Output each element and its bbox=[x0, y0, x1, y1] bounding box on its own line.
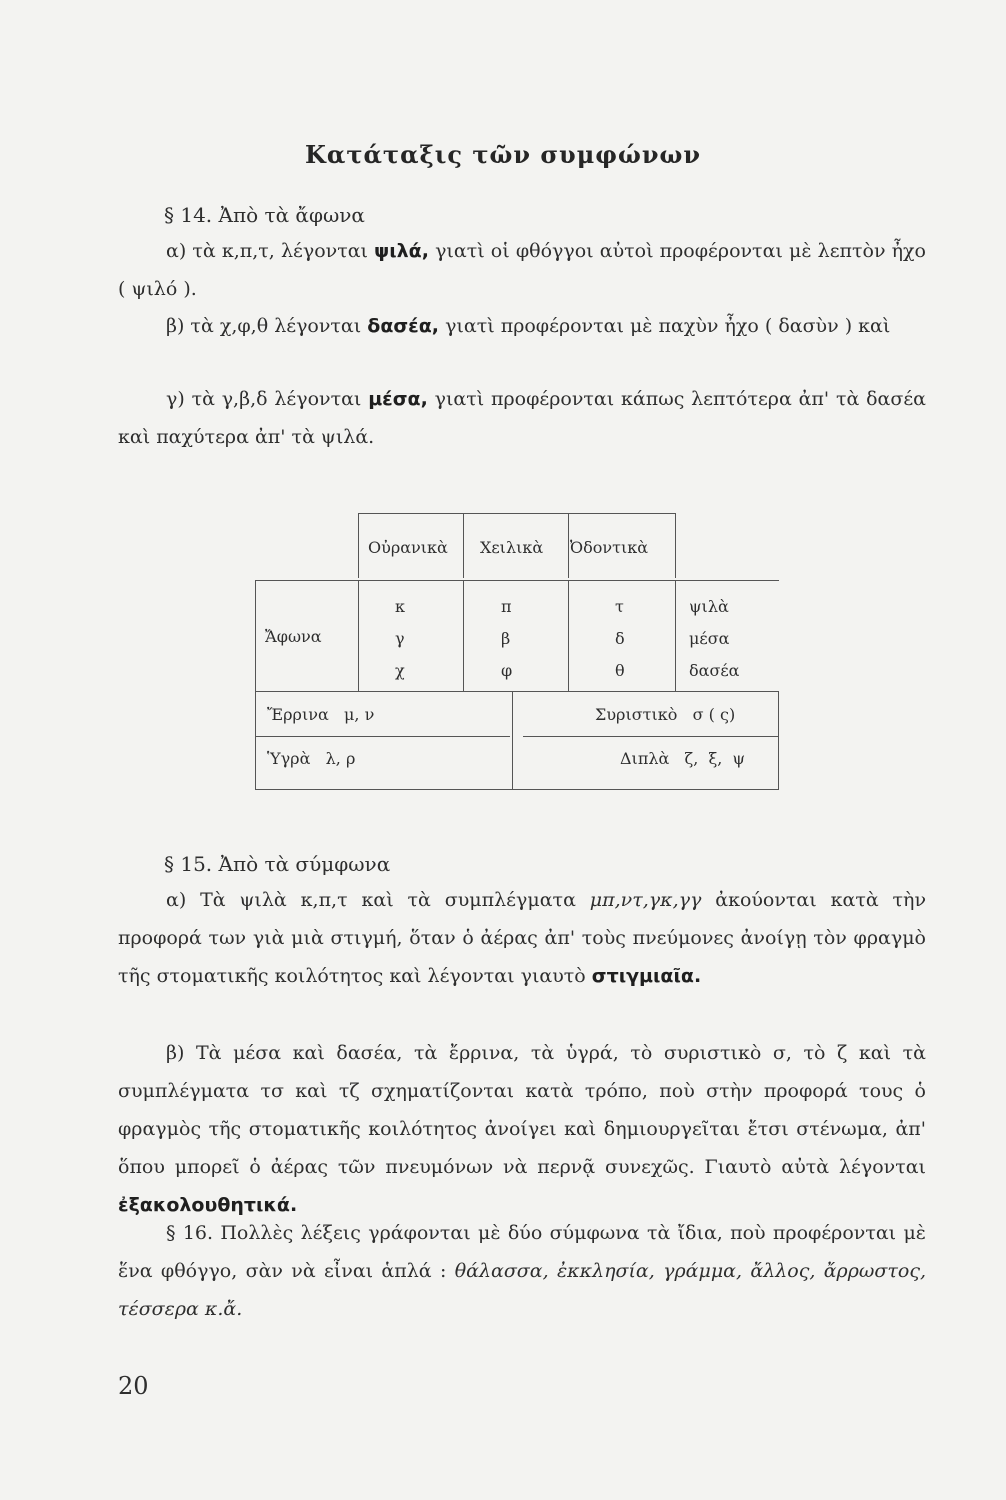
table-rule bbox=[255, 691, 779, 692]
header-ouranika: Οὐρανικὰ bbox=[368, 538, 448, 557]
cell-ph: φ bbox=[501, 661, 513, 680]
s16-examples: θάλασσα, ἐκκλησία, γράμμα, ἄλλος, ἄρρωστος, τέσσερα κ.ἄ. bbox=[118, 1260, 926, 1320]
s14-b-text: β) τὰ χ,φ,θ λέγονται bbox=[166, 315, 368, 337]
s14-b-rest: γιατὶ προφέρονται μὲ παχὺν ἦχο ( δασὺν ) καὶ bbox=[439, 315, 891, 337]
s14-c-rest: γιατὶ προφέρονται κάπως λεπτότερα ἀπ' τὰ δασέα καὶ παχύτερα ἀπ' τὰ ψιλά. bbox=[118, 388, 926, 448]
table-rule bbox=[568, 514, 569, 578]
s14-paragraph-b bbox=[118, 307, 926, 345]
s15-paragraph-a bbox=[118, 881, 926, 995]
s14-a-bold-term: ψιλά, bbox=[374, 240, 429, 262]
cell-dipla: Διπλὰ ζ, ξ, ψ bbox=[620, 749, 746, 768]
s14-a-rest: γιατὶ οἱ φθόγγοι αὐτοὶ προφέρονται μὲ λεπτὸν ἦχο ( ψιλό ). bbox=[118, 240, 926, 300]
cell-ch: χ bbox=[395, 661, 405, 680]
table-rule bbox=[358, 581, 359, 691]
table-rule bbox=[255, 736, 510, 737]
s15-a-italic: μπ,ντ,γκ,γγ bbox=[589, 889, 702, 911]
cell-dasea: δασέα bbox=[689, 661, 740, 680]
s14-paragraph-c bbox=[118, 380, 926, 456]
s14-c-bold-term: μέσα, bbox=[368, 388, 428, 410]
cell-d: δ bbox=[615, 629, 625, 648]
table-rule bbox=[675, 581, 676, 691]
afona-label: Ἄφωνα bbox=[265, 627, 322, 646]
table-rule bbox=[778, 691, 779, 789]
cell-p: π bbox=[501, 597, 512, 616]
table-rule bbox=[523, 736, 779, 737]
s16-text: § 16. Πολλὲς λέξεις γράφονται μὲ δύο σύμφωνα τὰ ἴδια, ποὺ προφέρονται μὲ ἕνα φθόγγο, σὰν νὰ εἶναι ἁπλά : bbox=[118, 1222, 926, 1282]
s14-paragraph-a bbox=[118, 232, 926, 308]
cell-b: β bbox=[501, 629, 511, 648]
s15-a-bold-term: στιγμιαῖα. bbox=[591, 965, 702, 987]
section-16-paragraph bbox=[118, 1214, 926, 1328]
consonant-table-header bbox=[358, 513, 676, 578]
header-cheilika: Χειλικὰ bbox=[480, 538, 544, 557]
cell-th: θ bbox=[615, 661, 625, 680]
cell-mesa: μέσα bbox=[689, 629, 730, 648]
table-rule bbox=[568, 581, 569, 691]
page-number: 20 bbox=[118, 1372, 149, 1400]
section-14-heading: § 14. Ἀπὸ τὰ ἄφωνα bbox=[164, 203, 365, 227]
cell-g: γ bbox=[395, 629, 405, 648]
section-15-heading: § 15. Ἀπὸ τὰ σύμφωνα bbox=[164, 852, 391, 876]
s14-a-text: α) τὰ κ,π,τ, λέγονται bbox=[166, 240, 375, 262]
cell-ygra: Ὑγρὰ λ, ρ bbox=[267, 749, 356, 768]
s15-a-rest: ἀκούονται κατὰ τὴν προφορά των γιὰ μιὰ στιγμή, ὅταν ὁ ἀέρας ἀπ' τοὺς πνεύμονες ἀνοίγῃ τὸν φραγμὸ τῆς στοματικῆς κοιλότητος καὶ λέγονται γιαυτὸ bbox=[118, 889, 926, 987]
cell-psila: ψιλὰ bbox=[689, 597, 729, 616]
cell-k: κ bbox=[395, 597, 405, 616]
cell-t: τ bbox=[615, 597, 624, 616]
s15-b-text: β) Τὰ μέσα καὶ δασέα, τὰ ἔρρινα, τὰ ὑγρά, τὸ συριστικὸ σ, τὸ ζ καὶ τὰ συμπλέγματα τσ καὶ τζ σχηματίζονται κατὰ τρόπο, ποὺ στὴν προφορά τους ὁ φραγμὸς τῆς στοματικῆς κοιλότητος ἀνοίγει καὶ δημιουργεῖται ἔτσι στένωμα, ἀπ' ὅπου μπορεῖ ὁ ἀέρας τῶν πνευμόνων νὰ περνᾷ συνεχῶς. Γιαυτὸ αὐτὰ λέγονται bbox=[118, 1042, 926, 1178]
cell-errina: Ἔρρινα μ, ν bbox=[267, 705, 375, 724]
s15-b-bold-term: ἐξακολουθητικά. bbox=[118, 1194, 298, 1216]
s14-b-bold-term: δασέα, bbox=[367, 315, 440, 337]
s15-a-text: α) Τὰ ψιλὰ κ,π,τ καὶ τὰ συμπλέγματα bbox=[166, 889, 590, 911]
table-rule bbox=[358, 514, 359, 578]
header-odontika: Ὀδοντικὰ bbox=[570, 538, 649, 557]
s15-paragraph-b bbox=[118, 1034, 926, 1224]
table-rule bbox=[463, 581, 464, 691]
table-rule bbox=[512, 691, 513, 789]
s14-c-text: γ) τὰ γ,β,δ λέγονται bbox=[166, 388, 369, 410]
page-title: Κατάταξις τῶν συμφώνων bbox=[304, 140, 701, 169]
cell-syristiko: Συριστικὸ σ ( ς) bbox=[595, 705, 736, 724]
table-rule bbox=[255, 581, 256, 789]
consonant-table-body bbox=[255, 580, 779, 790]
table-rule bbox=[463, 514, 464, 578]
table-rule bbox=[675, 514, 676, 578]
